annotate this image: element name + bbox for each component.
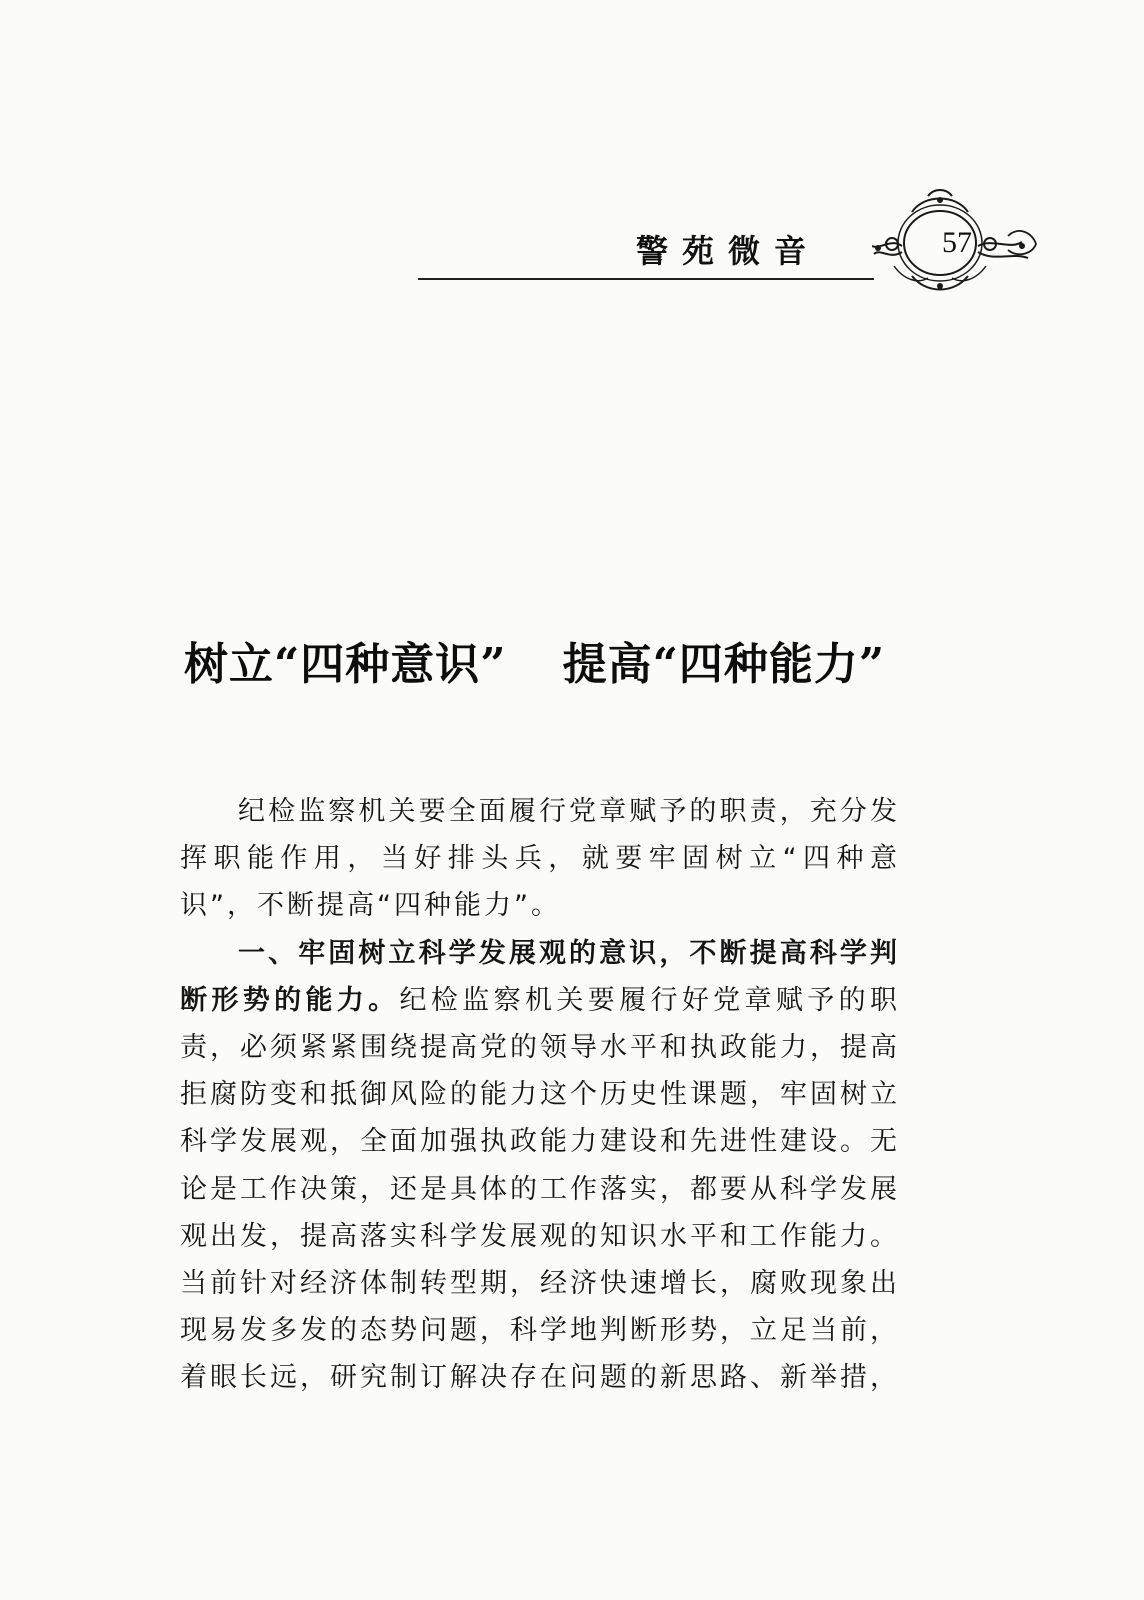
section-one-heading: 一、牢固树立科学发展观的意识，不断提高科学判断形势的能力。: [180, 937, 900, 1016]
page-number: 57: [942, 226, 972, 259]
running-header-title: 警苑微音: [636, 232, 821, 270]
title-part-1: 树立“四种意识”: [184, 639, 507, 690]
paragraph-section-one: [180, 930, 900, 1402]
section-one-text: 纪检监察机关要履行好党章赋予的职责，必须紧紧围绕提高党的领导水平和执政能力，提高拒腐防变和抵御风险的能力这个历史性课题，牢固树立科学发展观，全面加强执政能力建设和先进性建设。无论是工作决策，还是具体的工作落实，都要从科学发展观出发，提高落实科学发展观的知识水平和工作能力。当前针对经济体制转型期，经济快速增长，腐败现象出现易发多发的态势问题，科学地判断形势，立足当前，着眼长远，研究制订解决存在问题的新思路、新举措，: [180, 984, 901, 1394]
article-body: [180, 788, 900, 1402]
header-rule: [418, 278, 874, 280]
article-title: [184, 628, 885, 692]
paragraph-intro: 纪检监察机关要全面履行党章赋予的职责，充分发挥职能作用，当好排头兵，就要牢固树立“四种意识”，不断提高“四种能力”。: [180, 796, 900, 922]
title-part-2: 提高“四种能力”: [562, 639, 886, 690]
